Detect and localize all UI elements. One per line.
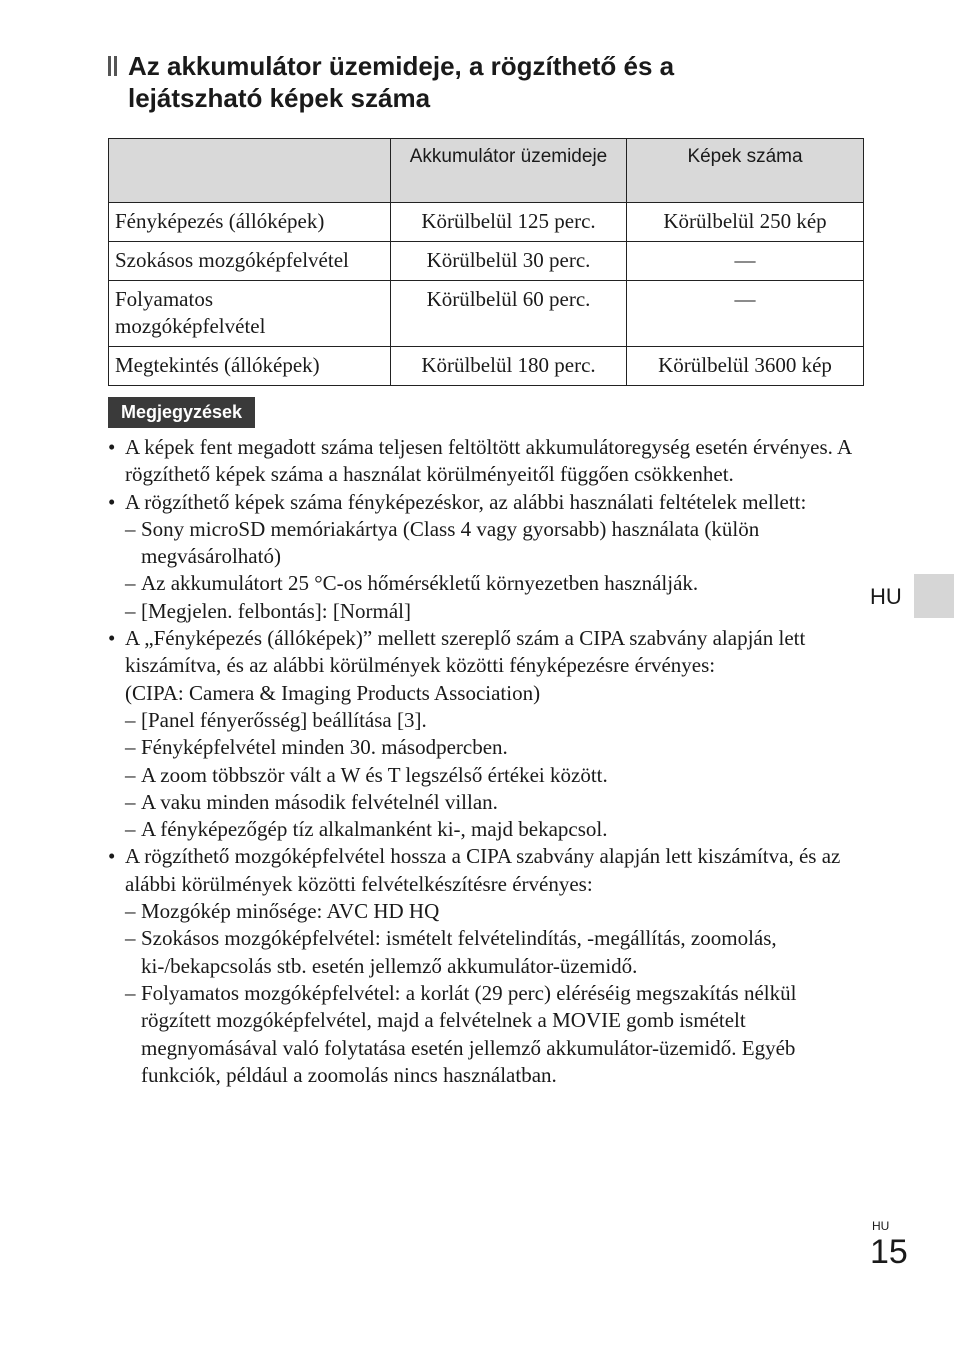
sub-item: [108, 707, 868, 734]
heading-marker-icon: [108, 56, 118, 76]
dash-icon: –: [125, 817, 136, 842]
dash-icon: –: [125, 789, 136, 814]
image-count-value: Körülbelül 3600 kép: [627, 347, 864, 386]
dash-icon: –: [125, 762, 136, 787]
note-text: A rögzíthető mozgóképfelvétel hossza a CIPA szabvány alapján lett kiszámítva, és az alábbi körülmények közötti felvételkészítésre érvényes:: [125, 844, 841, 896]
note-item: [108, 843, 868, 1089]
sub-item: [108, 598, 868, 625]
row-label: Megtekintés (állóképek): [109, 347, 391, 386]
sub-item: [108, 570, 868, 597]
notes-list: [108, 434, 868, 1089]
heading-line-1: Az akkumulátor üzemideje, a rögzíthető és a: [128, 51, 675, 81]
language-side-label: HU: [870, 584, 902, 609]
bullet-icon: •: [108, 626, 116, 651]
row-label: Folyamatos mozgóképfelvétel: [109, 281, 391, 347]
sub-item-text: A zoom többször vált a W és T legszélső értékei között.: [141, 762, 608, 787]
bullet-icon: •: [108, 489, 116, 514]
sub-item-text: [Panel fényerősség] beállítása [3].: [141, 707, 427, 732]
table-header-row: [109, 139, 864, 203]
sub-item-text: Fényképfelvétel minden 30. másodpercben.: [141, 735, 508, 760]
image-count-value: —: [627, 281, 864, 347]
dash-icon: –: [125, 516, 136, 541]
battery-life-value: Körülbelül 30 perc.: [391, 242, 627, 281]
note-text: A rögzíthető képek száma fényképezéskor, az alábbi használati feltételek mellett:: [125, 489, 807, 514]
dash-icon: –: [125, 926, 136, 951]
sub-item: [108, 925, 868, 980]
battery-life-value: Körülbelül 125 perc.: [391, 203, 627, 242]
row-label: Szokásos mozgóképfelvétel: [109, 242, 391, 281]
note-item: [108, 434, 868, 489]
sub-item-text: A fényképezőgép tíz alkalmanként ki-, majd bekapcsol.: [141, 817, 608, 842]
dash-icon: –: [125, 598, 136, 623]
battery-life-value: Körülbelül 180 perc.: [391, 347, 627, 386]
notes-label: Megjegyzések: [108, 397, 255, 428]
note-text: A képek fent megadott száma teljesen feltöltött akkumulátoregység esetén érvényes. A rögzíthető képek száma a használat körülményeitől függően csökkenhet.: [125, 435, 852, 487]
table-row: [109, 203, 864, 242]
sub-item: [108, 816, 868, 843]
dash-icon: –: [125, 707, 136, 732]
table-row: [109, 242, 864, 281]
sub-item: [108, 789, 868, 816]
page-language-code: HU: [872, 1219, 890, 1233]
battery-table: [108, 138, 864, 386]
dash-icon: –: [125, 571, 136, 596]
page-number: 15: [870, 1233, 908, 1271]
note-text: A „Fényképezés (állóképek)” mellett szereplő szám a CIPA szabvány alapján lett kiszámítva, és az alábbi körülmények közötti fényképezésre érvényes:: [125, 626, 806, 678]
sub-item: [108, 898, 868, 925]
dash-icon: –: [125, 735, 136, 760]
note-item: [108, 625, 868, 843]
sub-item: [108, 980, 868, 1089]
row-label: Fényképezés (állóképek): [109, 203, 391, 242]
table-row: [109, 347, 864, 386]
sub-item: [108, 762, 868, 789]
language-side-tab: [914, 574, 954, 618]
sub-item-text: [Megjelen. felbontás]: [Normál]: [141, 598, 411, 623]
sub-item-text: Az akkumulátort 25 °C-os hőmérsékletű környezetben használják.: [141, 571, 699, 596]
note-extra-text: (CIPA: Camera & Imaging Products Association): [125, 680, 541, 705]
table-row: [109, 281, 864, 347]
sub-item: [108, 516, 868, 571]
heading-line-2: lejátszható képek száma: [128, 83, 431, 113]
image-count-value: Körülbelül 250 kép: [627, 203, 864, 242]
section-heading: [108, 50, 828, 114]
battery-life-value: Körülbelül 60 perc.: [391, 281, 627, 347]
sub-item: [108, 734, 868, 761]
sub-item-text: A vaku minden második felvételnél villan.: [141, 789, 498, 814]
note-item: [108, 489, 868, 625]
dash-icon: –: [125, 980, 136, 1005]
bullet-icon: •: [108, 844, 116, 869]
dash-icon: –: [125, 899, 136, 924]
header-cell-image-count: Képek száma: [627, 139, 864, 203]
sub-item-text: Szokásos mozgóképfelvétel: ismételt felvételindítás, -megállítás, zoomolás, ki-/bekapcsolás stb. esetén jellemző akkumulátor-üzemidő.: [141, 926, 777, 978]
header-cell-empty: [109, 139, 391, 203]
bullet-icon: •: [108, 435, 116, 459]
header-cell-battery-life: Akkumulátor üzemideje: [391, 139, 627, 203]
sub-item-text: Folyamatos mozgóképfelvétel: a korlát (29 perc) eléréséig megszakítás nélkül rögzített mozgóképfelvétel, majd a felvételnek a MOVIE gomb ismételt megnyomásával való folytatása esetén jellemző akkumulátor-üzemidő. Egyéb funkciók, például a zoomolás nincs használatban.: [141, 980, 797, 1087]
sub-item-text: Mozgókép minősége: AVC HD HQ: [141, 899, 440, 924]
image-count-value: —: [627, 242, 864, 281]
sub-item-text: Sony microSD memóriakártya (Class 4 vagy gyorsabb) használata (külön megvásárolható): [141, 516, 760, 569]
